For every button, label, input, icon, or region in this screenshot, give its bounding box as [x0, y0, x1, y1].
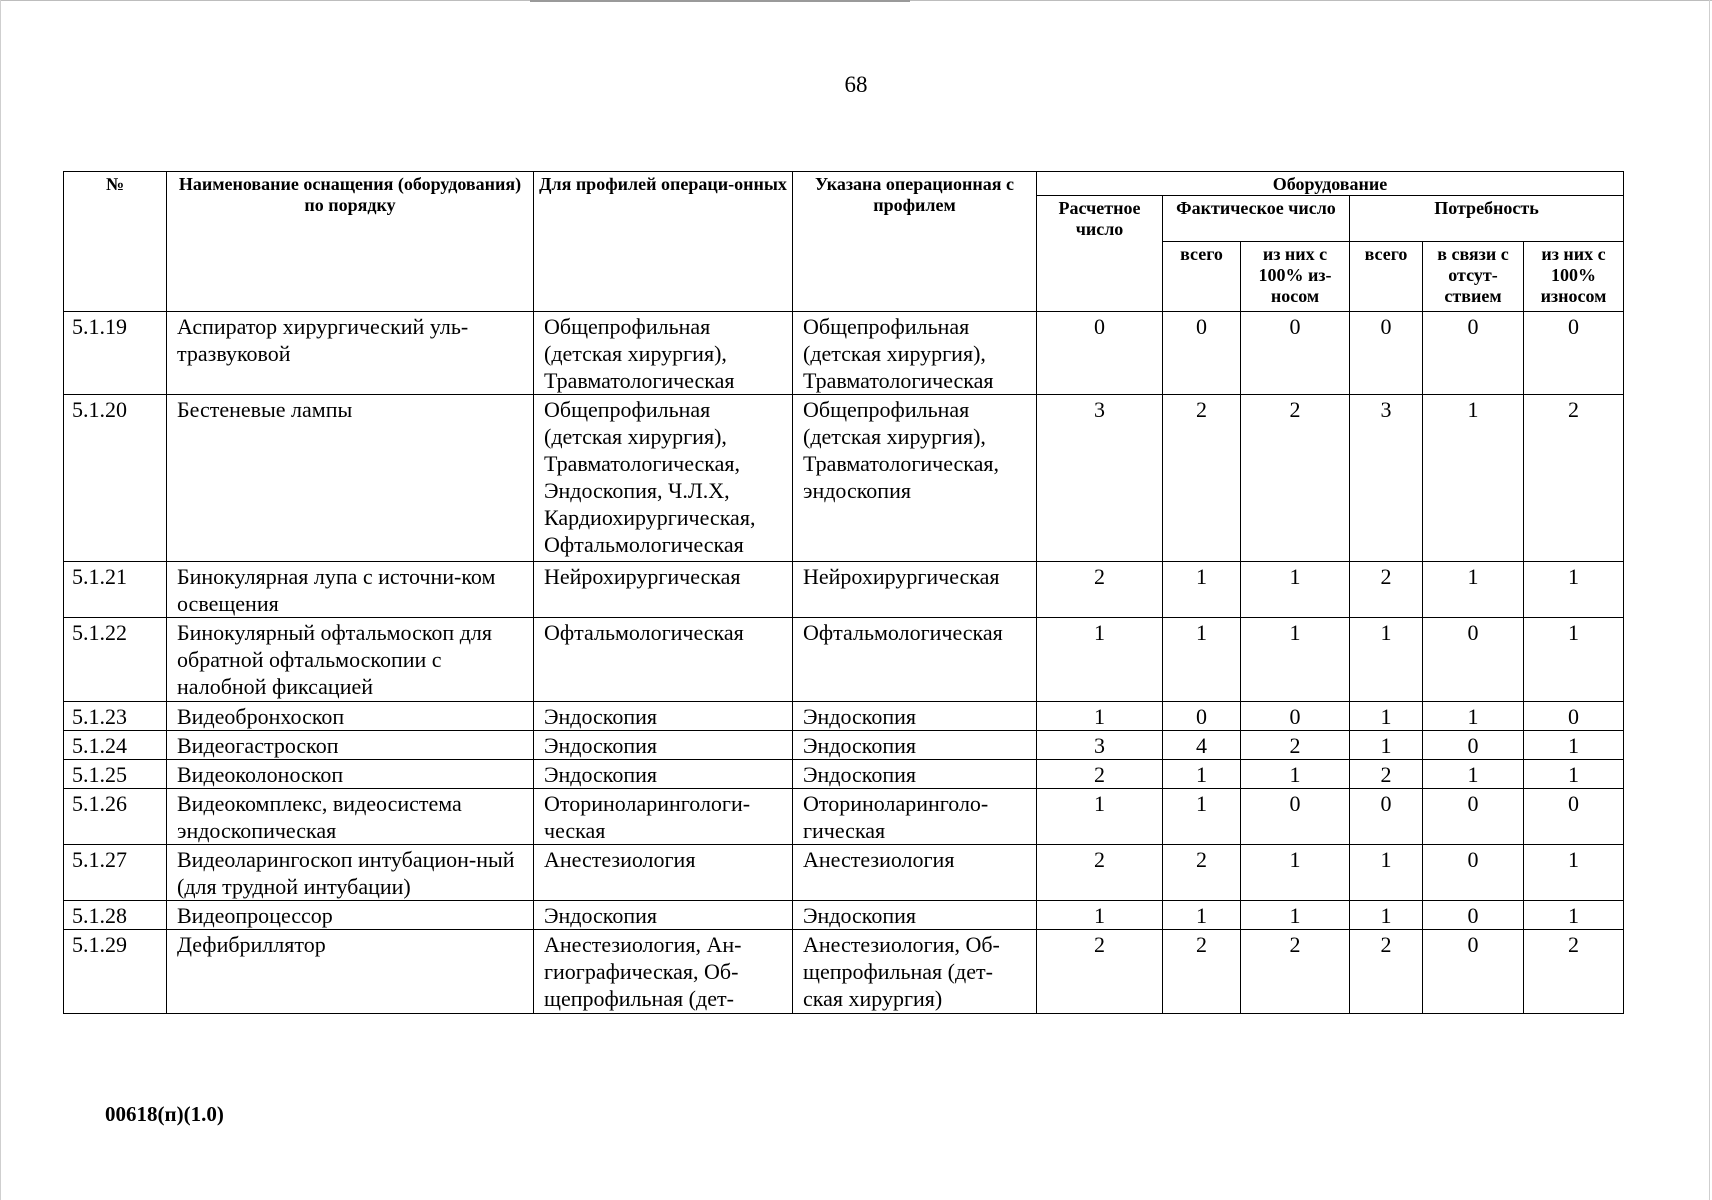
calc-count: 0 [1037, 312, 1163, 395]
operating-profiles: Эндоскопия [534, 901, 793, 930]
equipment-name: Видеоларингоскоп интубацион-ный (для трудной интубации) [167, 845, 534, 901]
equipment-name: Видеопроцессор [167, 901, 534, 930]
need-absence: 1 [1423, 760, 1524, 789]
scan-border-left [0, 0, 1, 1200]
actual-worn: 2 [1241, 395, 1350, 562]
equipment-table [63, 171, 1624, 1014]
need-worn: 1 [1524, 731, 1624, 760]
equipment-name: Видеогастроскоп [167, 731, 534, 760]
actual-total: 2 [1163, 930, 1241, 1014]
actual-worn: 2 [1241, 930, 1350, 1014]
actual-total: 1 [1163, 789, 1241, 845]
need-worn: 1 [1524, 845, 1624, 901]
calc-count: 1 [1037, 618, 1163, 702]
actual-worn: 1 [1241, 901, 1350, 930]
need-worn: 2 [1524, 395, 1624, 562]
specified-profile: Офтальмологическая [793, 618, 1037, 702]
row-number: 5.1.26 [64, 789, 167, 845]
need-worn: 1 [1524, 760, 1624, 789]
actual-worn: 0 [1241, 312, 1350, 395]
need-worn: 2 [1524, 930, 1624, 1014]
equipment-name: Бинокулярный офтальмоскоп для обратной офтальмоскопии с налобной фиксацией [167, 618, 534, 702]
specified-profile: Оториноларинголо-гическая [793, 789, 1037, 845]
actual-total: 2 [1163, 845, 1241, 901]
need-worn: 0 [1524, 789, 1624, 845]
row-number: 5.1.28 [64, 901, 167, 930]
document-code: 00618(п)(1.0) [105, 1102, 224, 1126]
equipment-name: Аспиратор хирургический уль-тразвуковой [167, 312, 534, 395]
calc-count: 1 [1037, 702, 1163, 731]
need-absence: 0 [1423, 312, 1524, 395]
equipment-name: Дефибриллятор [167, 930, 534, 1014]
header-specified: Указана операционная с профилем [793, 172, 1037, 312]
actual-total: 2 [1163, 395, 1241, 562]
table-row [64, 702, 1624, 731]
need-total: 0 [1350, 312, 1423, 395]
operating-profiles: Анестезиология, Ан-гиографическая, Об-щепрофильная (дет- [534, 930, 793, 1014]
table-row [64, 930, 1624, 1014]
header-name: Наименование оснащения (оборудования) по порядку [167, 172, 534, 312]
calc-count: 1 [1037, 789, 1163, 845]
operating-profiles: Общепрофильная (детская хирургия), Травматологическая [534, 312, 793, 395]
calc-count: 2 [1037, 845, 1163, 901]
table-body [64, 312, 1624, 1014]
need-total: 3 [1350, 395, 1423, 562]
calc-count: 3 [1037, 395, 1163, 562]
specified-profile: Общепрофильная (детская хирургия), Травматологическая [793, 312, 1037, 395]
actual-total: 0 [1163, 702, 1241, 731]
header-actual-total: всего [1163, 242, 1241, 312]
operating-profiles: Офтальмологическая [534, 618, 793, 702]
calc-count: 2 [1037, 760, 1163, 789]
equipment-name: Бинокулярная лупа с источни-ком освещения [167, 562, 534, 618]
row-number: 5.1.20 [64, 395, 167, 562]
specified-profile: Общепрофильная (детская хирургия), Травматологическая, эндоскопия [793, 395, 1037, 562]
need-absence: 0 [1423, 731, 1524, 760]
actual-worn: 0 [1241, 702, 1350, 731]
need-total: 2 [1350, 930, 1423, 1014]
header-equipment: Оборудование [1037, 172, 1624, 196]
need-total: 1 [1350, 702, 1423, 731]
table-header [64, 172, 1624, 312]
need-total: 2 [1350, 562, 1423, 618]
table-row [64, 312, 1624, 395]
header-need: Потребность [1350, 196, 1624, 242]
actual-worn: 0 [1241, 789, 1350, 845]
actual-total: 1 [1163, 760, 1241, 789]
need-total: 1 [1350, 901, 1423, 930]
table-row [64, 562, 1624, 618]
actual-total: 1 [1163, 901, 1241, 930]
row-number: 5.1.21 [64, 562, 167, 618]
scan-border-right [1709, 0, 1710, 1200]
specified-profile: Эндоскопия [793, 901, 1037, 930]
actual-total: 1 [1163, 562, 1241, 618]
operating-profiles: Эндоскопия [534, 731, 793, 760]
need-absence: 1 [1423, 702, 1524, 731]
actual-total: 1 [1163, 618, 1241, 702]
need-total: 1 [1350, 731, 1423, 760]
equipment-name: Видеоколоноскоп [167, 760, 534, 789]
calc-count: 1 [1037, 901, 1163, 930]
specified-profile: Эндоскопия [793, 760, 1037, 789]
equipment-name: Видеобронхоскоп [167, 702, 534, 731]
specified-profile: Анестезиология, Об-щепрофильная (дет-ская хирургия) [793, 930, 1037, 1014]
equipment-name: Бестеневые лампы [167, 395, 534, 562]
need-absence: 0 [1423, 901, 1524, 930]
row-number: 5.1.22 [64, 618, 167, 702]
need-worn: 1 [1524, 562, 1624, 618]
row-number: 5.1.29 [64, 930, 167, 1014]
need-total: 2 [1350, 760, 1423, 789]
operating-profiles: Оториноларингологи-ческая [534, 789, 793, 845]
header-num: № [64, 172, 167, 312]
page-number: 68 [844, 72, 868, 97]
header-need-total: всего [1350, 242, 1423, 312]
row-number: 5.1.25 [64, 760, 167, 789]
table-row [64, 845, 1624, 901]
scan-artifact-line [530, 0, 910, 2]
need-absence: 0 [1423, 845, 1524, 901]
operating-profiles: Эндоскопия [534, 760, 793, 789]
table-row [64, 901, 1624, 930]
operating-profiles: Общепрофильная (детская хирургия), Травматологическая, Эндоскопия, Ч.Л.Х, Кардиохирургическая, Офтальмологическая [534, 395, 793, 562]
need-worn: 0 [1524, 312, 1624, 395]
equipment-name: Видеокомплекс, видеосистема эндоскопическая [167, 789, 534, 845]
operating-profiles: Нейрохирургическая [534, 562, 793, 618]
calc-count: 3 [1037, 731, 1163, 760]
header-actual: Фактическое число [1163, 196, 1350, 242]
actual-worn: 1 [1241, 845, 1350, 901]
calc-count: 2 [1037, 930, 1163, 1014]
actual-worn: 2 [1241, 731, 1350, 760]
actual-worn: 1 [1241, 618, 1350, 702]
need-absence: 0 [1423, 789, 1524, 845]
need-total: 1 [1350, 845, 1423, 901]
calc-count: 2 [1037, 562, 1163, 618]
specified-profile: Нейрохирургическая [793, 562, 1037, 618]
need-absence: 0 [1423, 930, 1524, 1014]
row-number: 5.1.27 [64, 845, 167, 901]
operating-profiles: Анестезиология [534, 845, 793, 901]
actual-total: 4 [1163, 731, 1241, 760]
header-need-worn: из них с 100% износом [1524, 242, 1624, 312]
need-worn: 1 [1524, 901, 1624, 930]
header-need-absence: в связи с отсут-ствием [1423, 242, 1524, 312]
header-profiles: Для профилей операци-онных [534, 172, 793, 312]
row-number: 5.1.23 [64, 702, 167, 731]
operating-profiles: Эндоскопия [534, 702, 793, 731]
actual-worn: 1 [1241, 562, 1350, 618]
specified-profile: Эндоскопия [793, 702, 1037, 731]
need-total: 0 [1350, 789, 1423, 845]
need-worn: 1 [1524, 618, 1624, 702]
need-absence: 1 [1423, 395, 1524, 562]
specified-profile: Эндоскопия [793, 731, 1037, 760]
table-row [64, 395, 1624, 562]
need-absence: 0 [1423, 618, 1524, 702]
need-absence: 1 [1423, 562, 1524, 618]
header-actual-worn: из них с 100% из-носом [1241, 242, 1350, 312]
table-row [64, 618, 1624, 702]
actual-worn: 1 [1241, 760, 1350, 789]
table-row [64, 789, 1624, 845]
need-worn: 0 [1524, 702, 1624, 731]
actual-total: 0 [1163, 312, 1241, 395]
row-number: 5.1.24 [64, 731, 167, 760]
header-calc: Расчетное число [1037, 196, 1163, 312]
table-row [64, 731, 1624, 760]
table-row [64, 760, 1624, 789]
need-total: 1 [1350, 618, 1423, 702]
specified-profile: Анестезиология [793, 845, 1037, 901]
row-number: 5.1.19 [64, 312, 167, 395]
